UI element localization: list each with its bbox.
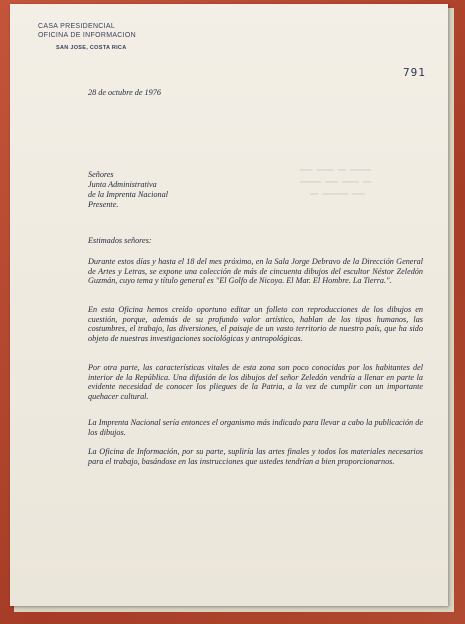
letterhead-line2: OFICINA DE INFORMACION <box>38 32 136 39</box>
body-paragraph-3: Por otra parte, las características vitales de esta zona son poco conocidas por los habitantes del interior de la República. Una difusión de los dibujos del señor Zeledón vendría a llenar en parte la evidente necesidad de conocer los pliegues de la Patria, a la vez de cumplir con un importante quehacer cultural. <box>88 363 423 401</box>
letter-date: 28 de octubre de 1976 <box>88 88 161 97</box>
bleed-through-mark: ▬▬▬ ▬▬▬▬ ▬▬ ▬▬▬▬▬ <box>300 166 372 174</box>
document-number: 791 <box>403 66 426 79</box>
letterhead-city: SAN JOSE, COSTA RICA <box>56 45 127 51</box>
greeting: Estimados señores: <box>88 236 152 245</box>
body-paragraph-5: La Oficina de Información, por su parte, supliría las artes finales y todos los materiales necesarios para el trabajo, basándose en las instrucciones que ustedes tendrían a bien proporcionarnos. <box>88 447 423 466</box>
letterhead-line1: CASA PRESIDENCIAL <box>38 23 116 30</box>
bleed-through-mark: ▬▬ ▬▬▬▬▬▬ ▬▬▬ <box>310 190 365 198</box>
body-paragraph-4: La Imprenta Nacional sería entonces el organismo más indicado para llevar a cabo la publicación de los dibujos. <box>88 418 423 437</box>
body-paragraph-1: Durante estos días y hasta el 18 del mes próximo, en la Sala Jorge Debravo de la Dirección General de Artes y Letras, se expone una colección de más de cincuenta dibujos del escultor Néstor Zeledón Guzmán, cuyo tema y título general es "El Golfo de Nicoya. El Mar. El Hombre. La Tierra.". <box>88 257 423 285</box>
letterhead <box>38 22 136 53</box>
recipient-line2: de la Imprenta Nacional <box>88 190 168 199</box>
letter-page <box>10 4 448 606</box>
recipient-line1: Junta Administrativa <box>88 180 157 189</box>
recipient-title: Señores <box>88 170 114 179</box>
bleed-through-mark: ▬▬▬▬▬ ▬▬▬ ▬▬▬▬ ▬▬ <box>300 178 372 186</box>
body-paragraph-2: En esta Oficina hemos creído oportuno editar un folleto con reproducciones de los dibujos en cuestión, porque, además de su profundo valor artístico, hablan de los tipos humanos, las costumbres, el trabajo, las diversiones, el paisaje de un vasto territorio de nuestro país, que ha sido objeto de nuestras investigaciones sociológicas y antropológicas. <box>88 305 423 343</box>
recipient-line3: Presente. <box>88 200 119 209</box>
